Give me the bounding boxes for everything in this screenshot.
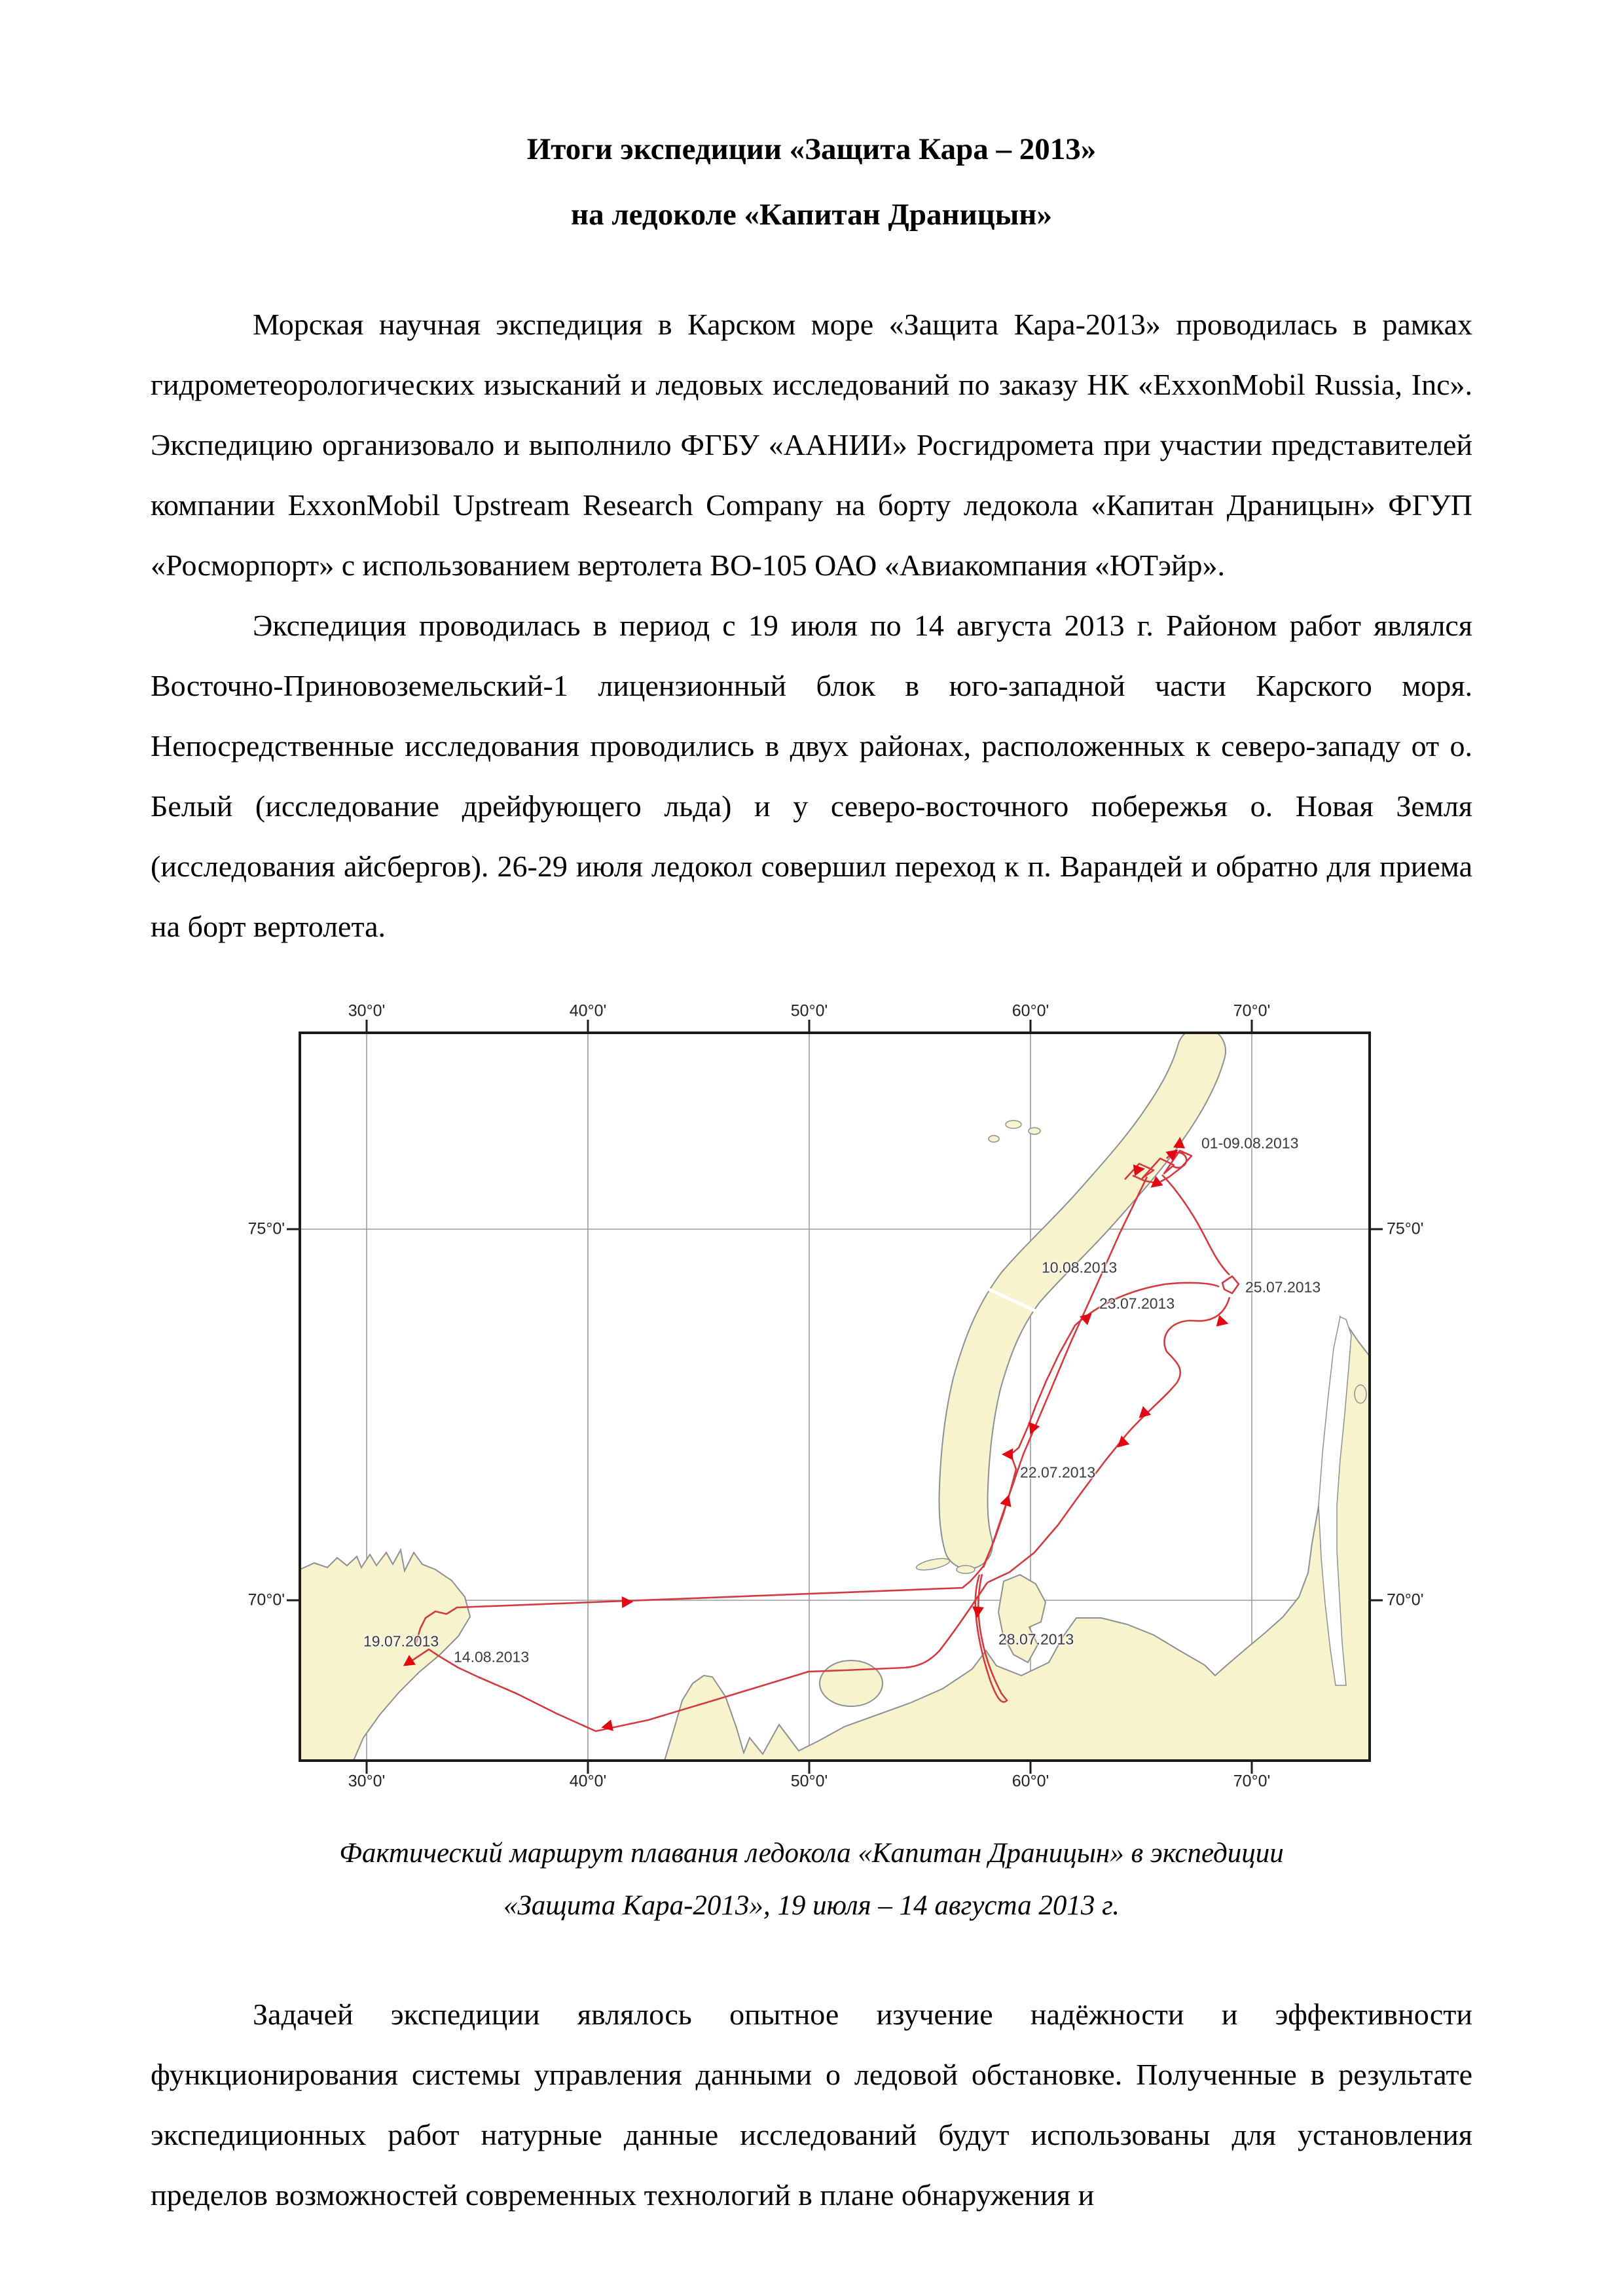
paragraph-2: Экспедиция проводилась в период с 19 июля по 14 августа 2013 г. Районом работ являлся Восточно-Приновоземельский-1 лицензионный блок в юго-западной части Карского моря. Непосредственные исследования проводились в двух районах, расположенных к северо-западу от о. Белый (исследование дрейфующего льда) и у северо-восточного побережья о. Новая Земля (исследования айсбергов). 26-29 июля ледокол совершил переход к п. Варандей и обратно для приема на борт вертолета.: [151, 609, 1472, 943]
route-map-figure: [247, 982, 1424, 1793]
caption-line-2: «Защита Кара-2013», 19 июля – 14 августа 2013 г.: [503, 1890, 1120, 1921]
title-line-2: на ледоколе «Капитан Драницын»: [570, 198, 1053, 232]
axis-label-top-60: 60°0': [1012, 1001, 1049, 1020]
axis-label-top-70: 70°0': [1233, 1001, 1271, 1020]
axis-label-left-70: 70°0': [247, 1590, 285, 1609]
axis-label-bottom-30: 30°0': [348, 1772, 386, 1791]
axis-label-left-75: 75°0': [247, 1219, 285, 1238]
islet-west-vaygach: [957, 1566, 975, 1573]
route-date-label-19jul: 19.07.2013: [363, 1632, 439, 1650]
nz-north-islet-1: [1006, 1121, 1021, 1128]
intro-paragraphs: [151, 295, 1472, 957]
route-date-label-25jul: 25.07.2013: [1245, 1278, 1321, 1296]
route-date-label-28jul: 28.07.2013: [998, 1630, 1074, 1648]
route-date-label-14aug: 14.08.2013: [454, 1648, 530, 1666]
axis-label-top-50: 50°0': [790, 1001, 828, 1020]
route-date-label-22jul: 22.07.2013: [1020, 1463, 1096, 1481]
axis-label-bottom-40: 40°0': [569, 1772, 607, 1791]
litke-island: [1355, 1385, 1366, 1403]
kolguyev-island: [820, 1660, 883, 1706]
axis-label-bottom-50: 50°0': [790, 1772, 828, 1791]
nz-north-islet-3: [989, 1136, 999, 1142]
title-line-1: Итоги экспедиции «Защита Кара – 2013»: [526, 132, 1097, 166]
route-map-svg: [282, 982, 1395, 1793]
axis-label-top-40: 40°0': [569, 1001, 607, 1020]
axis-label-right-70: 70°0': [1387, 1590, 1424, 1609]
page-title: [151, 117, 1472, 247]
route-date-label-0109aug: 01-09.08.2013: [1201, 1134, 1299, 1152]
nz-north-islet-2: [1029, 1128, 1040, 1134]
axis-label-right-75: 75°0': [1387, 1219, 1424, 1238]
paragraph-3: Задачей экспедиции являлось опытное изучение надёжности и эффективности функционирования системы управления данными о ледовой обстановке. Полученные в результате экспедиционных работ натурные данные исследований будут использованы для установления пределов возможностей современных технологий в плане обнаружения и: [151, 1998, 1472, 2212]
axis-label-top-30: 30°0': [348, 1001, 386, 1020]
final-paragraph-block: [151, 1984, 1472, 2225]
route-date-label-10aug: 10.08.2013: [1042, 1259, 1118, 1276]
axis-label-bottom-70: 70°0': [1233, 1772, 1271, 1791]
figure-caption: [151, 1827, 1472, 1932]
paragraph-1: Морская научная экспедиция в Карском море «Защита Кара-2013» проводилась в рамках гидрометеорологических изысканий и ледовых исследований по заказу НК «ExxonMobil Russia, Inc». Экспедицию организовало и выполнило ФГБУ «ААНИИ» Росгидромета при участии представителей компании ExxonMobil Upstream Research Company на борту ледокола «Капитан Драницын» ФГУП «Росморпорт» с использованием вертолета ВО-105 ОАО «Авиакомпания «ЮТэйр».: [151, 308, 1472, 582]
route-date-label-23jul: 23.07.2013: [1099, 1295, 1175, 1312]
axis-label-bottom-60: 60°0': [1012, 1772, 1049, 1791]
caption-line-1: Фактический маршрут плавания ледокола «Капитан Драницын» в экспедиции: [339, 1838, 1284, 1869]
